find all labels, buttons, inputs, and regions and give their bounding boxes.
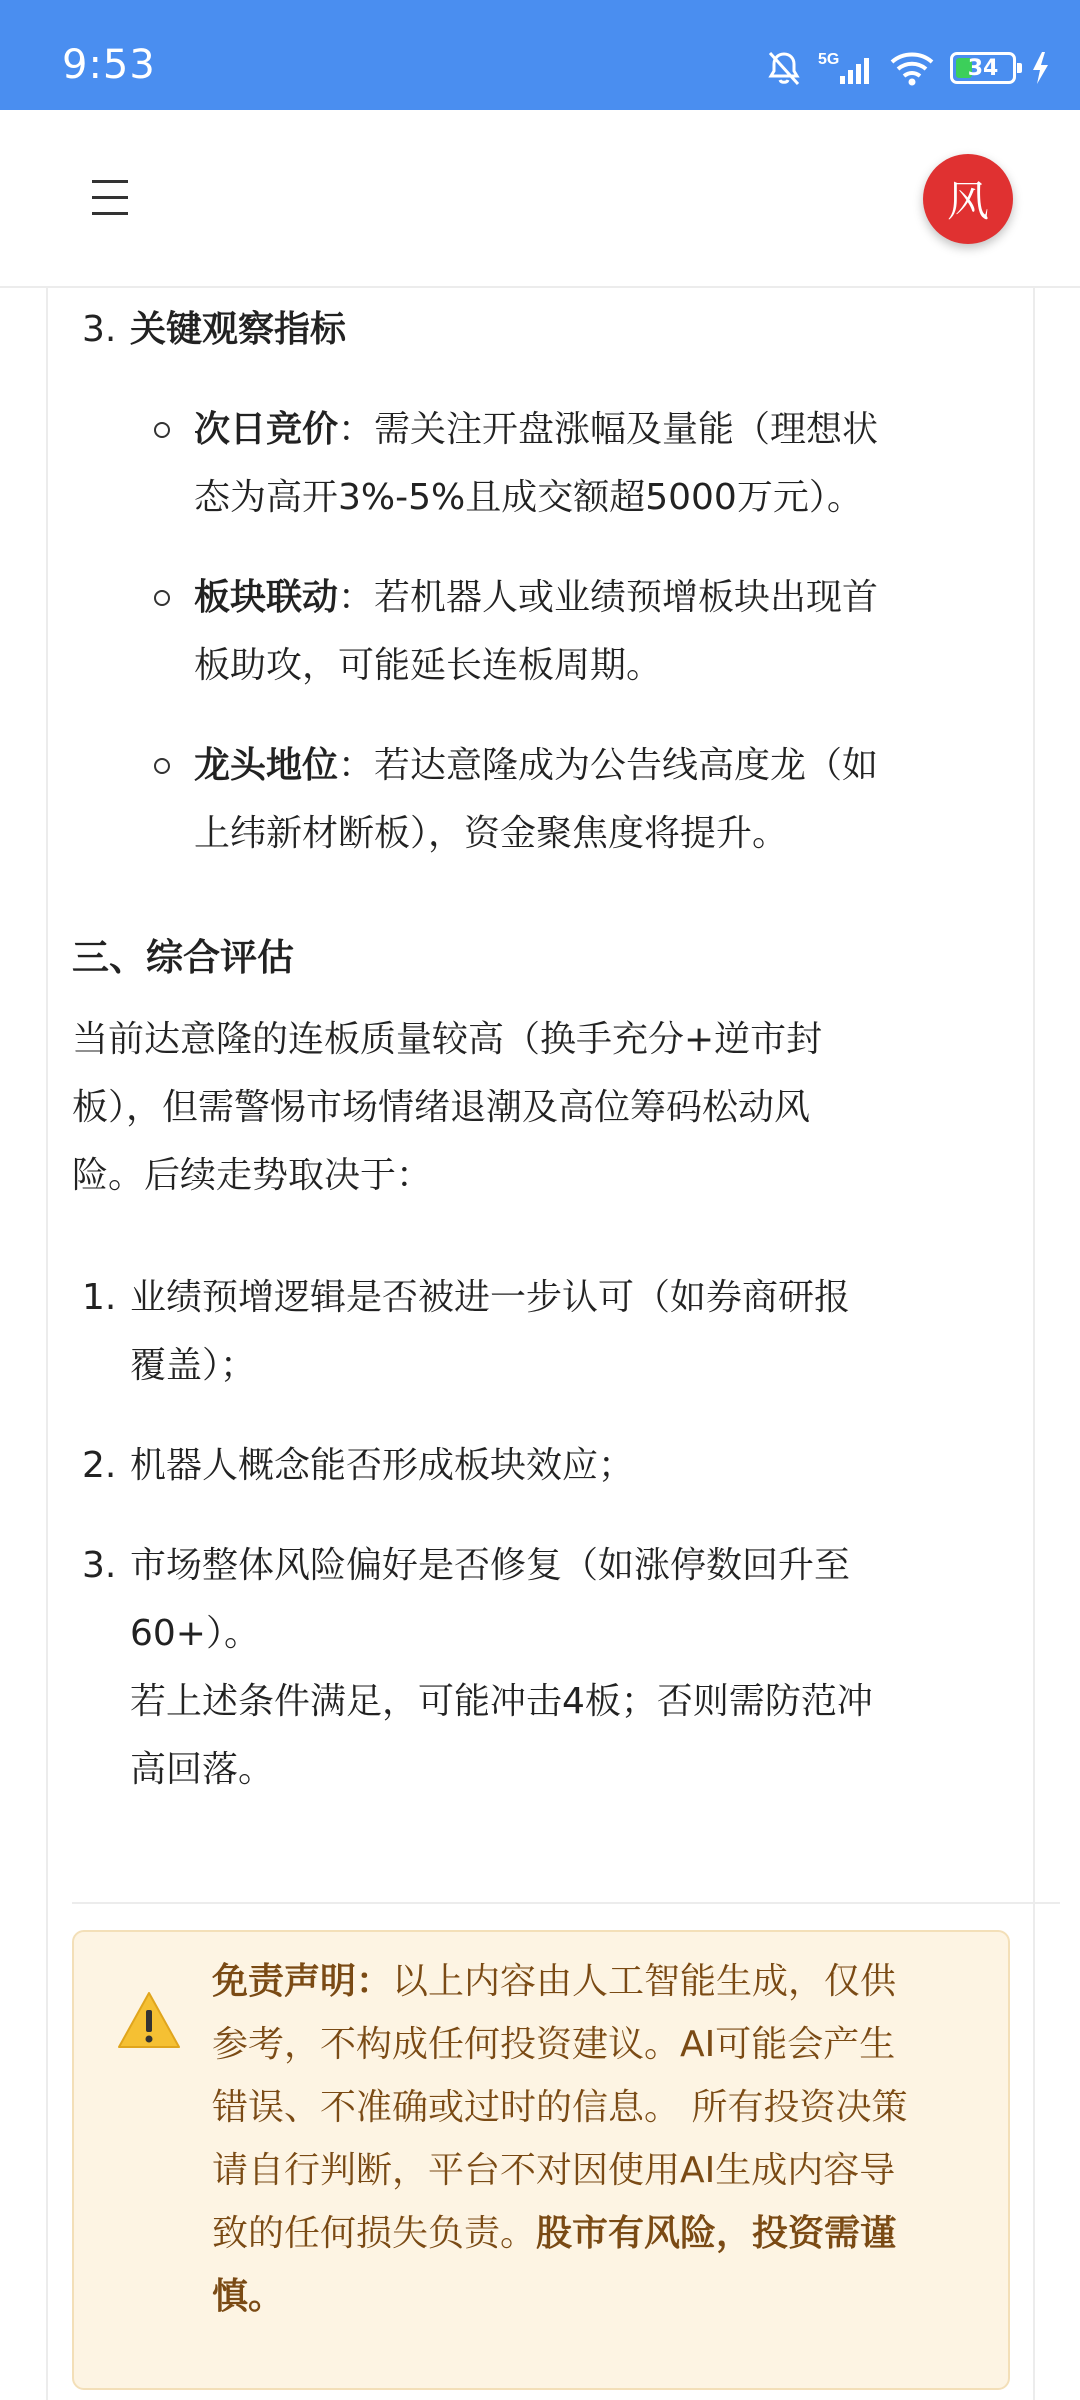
disclaimer-line: 错误、不准确或过时的信息。 所有投资决策 [212, 2087, 908, 2128]
bullet-icon [154, 590, 170, 606]
warning-icon [116, 1990, 182, 2050]
bullet-item-line: 上纬新材断板），资金聚焦度将提升。 [194, 813, 789, 854]
disclaimer-line: 请自行判断，平台不对因使用AI生成内容导 [212, 2150, 896, 2191]
bullet-item-line: 态为高开3%-5%且成交额超5000万元）。 [194, 477, 863, 518]
list-number: 2. [82, 1445, 117, 1486]
list-number: 3. [82, 309, 117, 350]
disclaimer-label: 免责声明： [212, 1961, 393, 2002]
cellular-signal-icon [818, 48, 874, 88]
list-number: 1. [82, 1277, 117, 1318]
section-heading: 三、综合评估 [72, 936, 294, 979]
bullet-term: 板块联动 [194, 577, 339, 618]
disclaimer-text [212, 1950, 907, 2328]
list-item-line: 机器人概念能否形成板块效应； [130, 1445, 635, 1486]
charging-icon [1030, 50, 1050, 86]
bullet-item-line: 次日竞价：需关注开盘涨幅及量能（理想状 [194, 409, 879, 450]
section-title: 关键观察指标 [130, 309, 347, 350]
bullet-icon [154, 422, 170, 438]
bullet-item-line: 龙头地位：若达意隆成为公告线高度龙（如 [194, 745, 879, 786]
bullet-icon [154, 758, 170, 774]
paragraph-line: 险。后续走势取决于： [72, 1155, 433, 1196]
list-number: 3. [82, 1545, 117, 1586]
disclaimer-line: 免责声明：以上内容由人工智能生成，仅供 [212, 1961, 897, 2002]
battery-level: 34 [967, 55, 999, 81]
status-bar [0, 0, 1080, 110]
bullet-term: 龙头地位 [194, 745, 339, 786]
list-item-line: 市场整体风险偏好是否修复（如涨停数回升至 [130, 1545, 851, 1586]
status-time: 9:53 [62, 42, 156, 88]
list-item-line: 60+）。 [130, 1613, 260, 1654]
bullet-item-line: 板助攻，可能延长连板周期。 [194, 645, 663, 686]
hamburger-menu-icon[interactable] [92, 180, 132, 216]
list-item-line: 若上述条件满足，可能冲击4板；否则需防范冲 [130, 1681, 873, 1722]
alarm-off-icon [764, 48, 804, 88]
disclaimer-box [72, 1930, 1010, 2390]
disclaimer-line: 慎。 [212, 2276, 285, 2317]
list-item-line: 高回落。 [130, 1749, 275, 1790]
battery-icon [950, 52, 1016, 84]
bullet-term: 次日竞价 [194, 409, 339, 450]
avatar[interactable]: 风 [923, 154, 1013, 244]
wifi-icon [888, 48, 936, 88]
paragraph-line: 当前达意隆的连板质量较高（换手充分+逆市封 [72, 1019, 823, 1060]
list-item-line: 业绩预增逻辑是否被进一步认可（如券商研报 [130, 1277, 851, 1318]
list-item-line: 覆盖）； [130, 1345, 257, 1386]
message-content [46, 288, 1035, 2400]
app-header [0, 110, 1080, 288]
status-icons [764, 46, 1050, 90]
paragraph-line: 板），但需警惕市场情绪退潮及高位筹码松动风 [72, 1087, 811, 1128]
divider [72, 1902, 1060, 1904]
disclaimer-line: 参考，不构成任何投资建议。AI可能会产生 [212, 2024, 896, 2065]
bullet-item-line: 板块联动：若机器人或业绩预增板块出现首 [194, 577, 879, 618]
disclaimer-line: 致的任何损失负责。股市有风险，投资需谨 [212, 2213, 897, 2254]
network-type-label: 5G [818, 51, 840, 68]
